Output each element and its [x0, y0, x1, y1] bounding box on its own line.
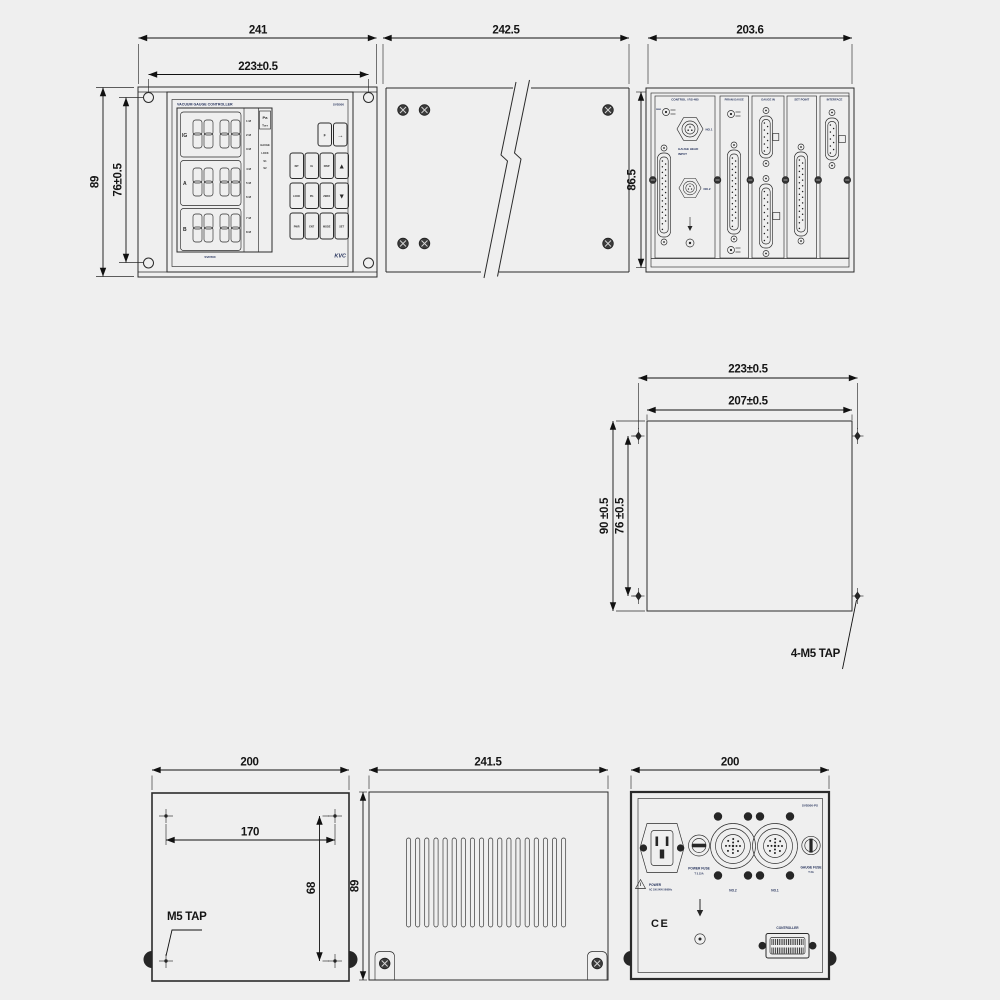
ground-arrow-icon [688, 226, 693, 231]
screw-icon [714, 177, 721, 184]
tap-hole-marker [159, 809, 173, 823]
seven-segment-digit [204, 168, 213, 196]
rack-hole [364, 258, 374, 268]
dim-rear-height: 86.5 [626, 169, 639, 191]
foot-bump [829, 951, 837, 966]
connector-label: NO.1 [771, 888, 779, 893]
screw-icon [398, 105, 409, 116]
indicator-label: 7 M [246, 216, 252, 220]
rack-hole [364, 93, 374, 103]
dim-front-outer-height: 89 [89, 175, 102, 189]
ground-point [695, 899, 705, 944]
gauge-cable-connector-icon [753, 824, 798, 869]
connector-label: NO.2 [729, 888, 737, 893]
power-fuse [689, 835, 710, 856]
seven-segment-digit [231, 168, 240, 196]
gauge-connector-icon [677, 118, 703, 141]
seven-segment-digit [220, 168, 229, 196]
tap-hole-marker [633, 588, 645, 604]
seven-segment-digit [193, 214, 202, 242]
tap-hole-marker [852, 428, 864, 444]
keypad-button-label: INT [294, 165, 299, 168]
func-button-label: F [323, 133, 326, 138]
ground-arrow-icon [697, 910, 703, 917]
dim-cutout-outer-height: 90 ±0.5 [599, 497, 611, 535]
keypad-button-label: PWR [293, 225, 300, 229]
dim-cutout-inner-height: 76 ±0.5 [614, 497, 627, 535]
seven-segment-digit [193, 120, 202, 148]
tap-hole-marker [328, 809, 342, 823]
dsub9-connector-icon [760, 108, 773, 167]
dsub15-connector-icon [760, 176, 773, 257]
keypad-button-label: DISP [323, 165, 330, 168]
power-fuse-label: POWER FUSE [688, 866, 710, 871]
dsub9-connector-icon [826, 110, 839, 169]
ac-inlet [640, 824, 684, 873]
slot-label: CONTROL / RS-485 [671, 97, 699, 102]
dim-power-width: 200 [720, 756, 740, 769]
screw-icon [419, 105, 430, 116]
front-rack-outline [138, 87, 377, 277]
keypad-button-label: IG [310, 165, 314, 168]
rear-slot-5 [820, 96, 849, 258]
keypad [290, 123, 349, 239]
seven-segment-digit [193, 168, 202, 196]
screw-icon [603, 238, 614, 249]
rack-hole [144, 258, 154, 268]
slot-label: INTERFACE [826, 97, 843, 102]
screw-icon [398, 238, 409, 249]
ce-mark: CE [651, 918, 670, 930]
display-row-label: IG [182, 133, 188, 139]
slot-label: GAUGE IN [761, 97, 775, 102]
power-fuse-rating: T 3.15A [694, 872, 704, 876]
arrow-button-label: → [336, 132, 344, 140]
break-line [484, 82, 516, 278]
slot-label: PIRANI GAUGE [724, 98, 744, 102]
display-row-label: B [183, 227, 187, 233]
dim-side-width: 241.5 [474, 756, 502, 769]
indicator-label: 4 M [246, 167, 252, 171]
dim-rear-width: 203.6 [736, 24, 764, 37]
unit-label: S1 [263, 160, 267, 163]
indicator-label: 5 M [246, 181, 252, 185]
gauge-fuse-label: GAUGE FUSE [800, 865, 822, 870]
indicator-label: 6 M [246, 195, 252, 199]
slot-label: SET POINT [794, 97, 810, 102]
break-line [498, 80, 530, 277]
keypad-button-label: ENT [309, 225, 315, 229]
tap-hole-marker [633, 428, 645, 444]
unit-label: LOCK [261, 152, 269, 155]
panel-title: VACUUM GAUGE CONTROLLER [177, 102, 233, 107]
keypad-button-label: LOCK [293, 195, 301, 198]
side-view [350, 757, 609, 981]
tap-callout: 4-M5 TAP [790, 648, 840, 660]
screw-icon [815, 177, 822, 184]
bottom-view [144, 757, 358, 982]
unit-label: GAUGE [260, 144, 270, 147]
tap-leader-line [166, 930, 202, 956]
unit-label: Torr [262, 123, 268, 128]
gauge-fuse-rating: T 2A [808, 871, 814, 874]
dim-front-panel-height: 76±0.5 [112, 163, 125, 197]
tap-callout: M5 TAP [167, 911, 207, 923]
dim-front-panel-width: 223±0.5 [238, 61, 278, 73]
keypad-button-label: ZERO [323, 195, 331, 198]
seven-segment-digit [220, 214, 229, 242]
power-model-label: SVD500-PS [801, 803, 818, 808]
controller-label: CONTROLLER [776, 926, 799, 930]
connector-label: NO.1 [705, 127, 713, 132]
power-rating: AC 100-240V 50/60Hz [649, 889, 673, 892]
power-rear-view [624, 757, 837, 980]
display-bottom-label: SVD500 [204, 255, 216, 259]
foot-bump [144, 951, 153, 968]
seven-segment-digit [220, 120, 229, 148]
dsub25-connector-icon [728, 142, 741, 242]
screw-icon [419, 238, 430, 249]
power-label: POWER [649, 883, 662, 887]
dim-front-outer-width: 241 [248, 24, 268, 37]
unit-label: S2 [263, 167, 267, 170]
cutout-view [599, 364, 864, 670]
dim-bottom-hole-width: 170 [240, 826, 260, 839]
rack-hole [144, 93, 154, 103]
keypad-button-label: MODE [322, 225, 331, 229]
rear-slot-4 [787, 96, 817, 258]
screw-icon [379, 958, 390, 969]
unit-label: Pa [262, 115, 268, 120]
keypad-up-label: ▲ [338, 163, 346, 171]
controller-port [759, 926, 817, 958]
vent-slots [407, 838, 566, 927]
screw-icon [844, 177, 851, 184]
foot-bump [624, 951, 631, 966]
rear-view [627, 25, 855, 273]
top-view [383, 25, 629, 279]
display-area [177, 108, 272, 259]
rear-slot-3 [752, 96, 784, 258]
dim-side-height: 89 [349, 879, 362, 893]
connector-label: NO.2 [703, 187, 711, 191]
cutout-rect [647, 421, 852, 611]
screw-icon [782, 177, 789, 184]
tap-hole-marker [328, 954, 342, 968]
front-bezel-outer [167, 92, 353, 272]
keypad-down-label: ▼ [338, 193, 346, 201]
dim-bottom-width: 200 [240, 756, 259, 769]
indicator-label: 1 M [246, 119, 252, 123]
gauge-fuse [802, 836, 820, 854]
dsub25-connector-icon [658, 145, 671, 245]
brand-logo: KVC [334, 253, 346, 260]
tap-hole-marker [159, 954, 173, 968]
keypad-button-label: SET [339, 225, 345, 229]
screw-icon [649, 177, 656, 184]
indicator-label: 2 M [246, 133, 252, 137]
dim-cutout-inner-width: 207±0.5 [728, 395, 768, 408]
indicator-label: 8 M [246, 230, 252, 234]
front-view [90, 25, 378, 278]
seven-segment-digit [231, 214, 240, 242]
dim-bottom-hole-height: 68 [306, 881, 318, 895]
seven-segment-digit [204, 214, 213, 242]
rear-slot-1 [655, 96, 715, 258]
power-inner-panel [638, 799, 823, 973]
screw-icon [747, 177, 754, 184]
foot-bump [349, 951, 358, 968]
keypad-button-label: PG [309, 195, 314, 198]
seven-segment-digit [231, 120, 240, 148]
tap-hole-marker [852, 588, 864, 604]
gauge-cable-connector-icon [711, 824, 756, 869]
slot-note: INPUT [678, 152, 687, 156]
panel-model: SVD500 [332, 102, 344, 107]
screw-icon [603, 105, 614, 116]
dim-cutout-outer-width: 223±0.5 [728, 363, 768, 376]
slot-note: GAUGE HEAD [678, 147, 699, 151]
tap-leader-line [843, 600, 857, 669]
screw-icon [592, 958, 603, 969]
seven-segment-digit [204, 120, 213, 148]
dim-top-width: 242.5 [492, 24, 520, 37]
dsub25-connector-icon [795, 144, 808, 244]
indicator-label: 3 M [246, 147, 252, 151]
display-row-label: A [183, 181, 187, 187]
slot-aux-label: REM [656, 109, 661, 111]
gauge-connector-icon [679, 178, 701, 197]
